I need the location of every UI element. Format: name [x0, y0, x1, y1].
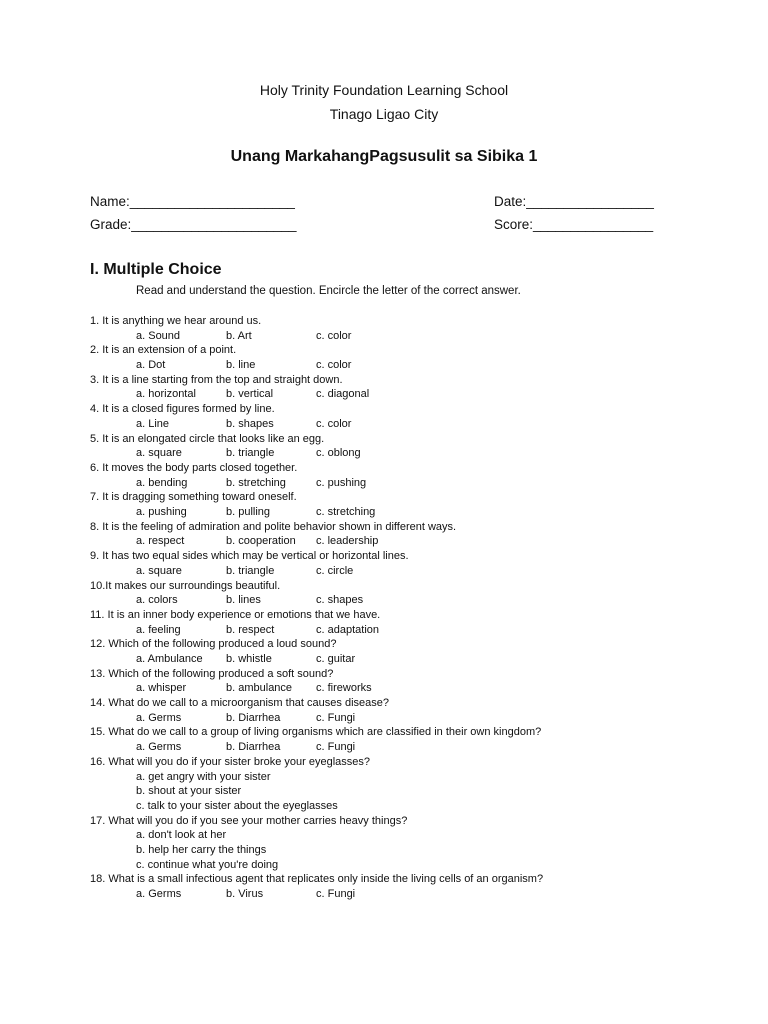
answer-option: a. Line — [136, 417, 170, 430]
answer-option: a. don't look at her — [136, 829, 227, 842]
answer-options — [90, 387, 690, 402]
answer-option: b. whistle — [226, 653, 272, 665]
question-list — [90, 314, 690, 902]
school-city: Tinago Ligao City — [329, 106, 439, 122]
answer-option: b. cooperation — [226, 535, 296, 548]
answer-option: b. ambulance — [226, 682, 293, 695]
answer-options — [90, 887, 690, 902]
answer-options — [90, 476, 690, 491]
answer-option: c. diagonal — [316, 388, 370, 401]
answer-option: a. Germs — [136, 888, 182, 901]
answer-option: b. help her carry the things — [136, 844, 267, 857]
question-text: 11. It is an inner body experience or emotions that we have. — [90, 608, 381, 621]
question-text: 4. It is a closed figures formed by line. — [90, 403, 275, 416]
answer-option: b. shapes — [226, 417, 274, 430]
answer-options — [90, 623, 690, 638]
answer-option: c. fireworks — [316, 682, 372, 695]
question-text: 6. It moves the body parts closed together. — [90, 461, 298, 474]
answer-option: b. Art — [226, 329, 252, 342]
answer-option: b. stretching — [226, 476, 286, 489]
answer-option: c. Fungi — [316, 711, 356, 724]
answer-option: c. color — [316, 329, 352, 342]
answer-option: b. vertical — [226, 388, 274, 401]
answer-option: c. adaptation — [316, 623, 379, 636]
answer-options — [90, 329, 690, 344]
answer-option: c. continue what you're doing — [136, 858, 279, 871]
answer-options — [90, 740, 690, 755]
question-text: 17. What will you do if you see your mother carries heavy things? — [90, 814, 408, 827]
answer-option: c. oblong — [316, 447, 361, 460]
date-field: Date:_________________ — [494, 194, 654, 209]
answer-option: b. pulling — [226, 506, 271, 519]
question-text: 2. It is an extension of a point. — [90, 344, 237, 357]
answer-option: a. Germs — [136, 711, 182, 724]
question-text: 1. It is anything we hear around us. — [90, 315, 262, 327]
answer-option: c. talk to your sister about the eyeglasses — [136, 799, 338, 812]
question-text: 8. It is the feeling of admiration and polite behavior shown in different ways. — [90, 520, 457, 533]
school-name: Holy Trinity Foundation Learning School — [259, 82, 509, 98]
answer-option: a. Sound — [136, 329, 181, 342]
exam-title: Unang MarkahangPagsusulit sa Sibika 1 — [230, 148, 538, 165]
answer-option: c. pushing — [316, 476, 367, 489]
answer-options — [90, 593, 690, 608]
answer-options — [90, 417, 690, 432]
answer-options — [90, 564, 690, 579]
question-text: 16. What will you do if your sister broke your eyeglasses? — [90, 755, 371, 768]
answer-option: a. Germs — [136, 741, 182, 754]
question-text: 7. It is dragging something toward oneself. — [90, 491, 297, 504]
answer-option: a. bending — [136, 476, 188, 489]
answer-option: a. respect — [136, 535, 185, 548]
question-text: 9. It has two equal sides which may be vertical or horizontal lines. — [90, 550, 409, 563]
grade-field: Grade:______________________ — [90, 217, 297, 232]
answer-option: b. triangle — [226, 564, 275, 577]
answer-option: b. line — [226, 359, 256, 372]
question-text: 15. What do we call to a group of living organisms which are classified in their own kingdom? — [90, 726, 542, 739]
answer-option: b. lines — [226, 594, 261, 607]
answer-option: c. color — [316, 417, 352, 430]
answer-options — [90, 652, 690, 667]
question-text: 3. It is a line starting from the top and straight down. — [90, 373, 343, 386]
answer-option: c. shapes — [316, 594, 364, 607]
question-text: 18. What is a small infectious agent that replicates only inside the living cells of an organism? — [90, 873, 544, 886]
question-text: 10.It makes our surroundings beautiful. — [90, 579, 281, 592]
answer-option: b. triangle — [226, 447, 275, 460]
answer-options — [90, 681, 690, 696]
answer-option: b. Virus — [226, 888, 264, 901]
answer-options — [90, 505, 690, 520]
answer-option: a. Dot — [136, 359, 166, 372]
answer-option: a. Ambulance — [136, 653, 203, 665]
answer-option: a. feeling — [136, 623, 181, 636]
answer-option: b. Diarrhea — [226, 711, 281, 724]
answer-option: b. Diarrhea — [226, 741, 281, 754]
section-heading: I. Multiple Choice — [90, 261, 222, 278]
question-text: 14. What do we call to a microorganism that causes disease? — [90, 697, 389, 710]
answer-options — [90, 711, 690, 726]
answer-option: a. square — [136, 564, 182, 577]
answer-options — [90, 534, 690, 549]
question-text: 12. Which of the following produced a loud sound? — [90, 638, 337, 651]
answer-option: a. colors — [136, 594, 178, 607]
answer-option: c. Fungi — [316, 888, 356, 901]
answer-option: a. square — [136, 447, 182, 460]
answer-option: a. whisper — [136, 682, 187, 695]
instructions: Read and understand the question. Encircle the letter of the correct answer. — [136, 285, 521, 297]
answer-option: c. circle — [316, 564, 354, 577]
answer-option: c. stretching — [316, 506, 376, 519]
answer-options — [90, 446, 690, 461]
score-field: Score:________________ — [494, 217, 654, 232]
answer-option: c. guitar — [316, 653, 356, 665]
answer-option: c. Fungi — [316, 741, 356, 754]
answer-options — [90, 358, 690, 373]
answer-option: c. leadership — [316, 535, 379, 548]
answer-option: a. horizontal — [136, 388, 196, 401]
answer-option: c. color — [316, 359, 352, 372]
answer-option: b. respect — [226, 623, 275, 636]
question-text: 13. Which of the following produced a soft sound? — [90, 667, 334, 680]
answer-option: b. shout at your sister — [136, 785, 242, 798]
name-field: Name:______________________ — [90, 194, 295, 209]
answer-option: a. pushing — [136, 506, 187, 519]
question-text: 5. It is an elongated circle that looks like an egg. — [90, 432, 325, 445]
answer-option: a. get angry with your sister — [136, 770, 271, 783]
